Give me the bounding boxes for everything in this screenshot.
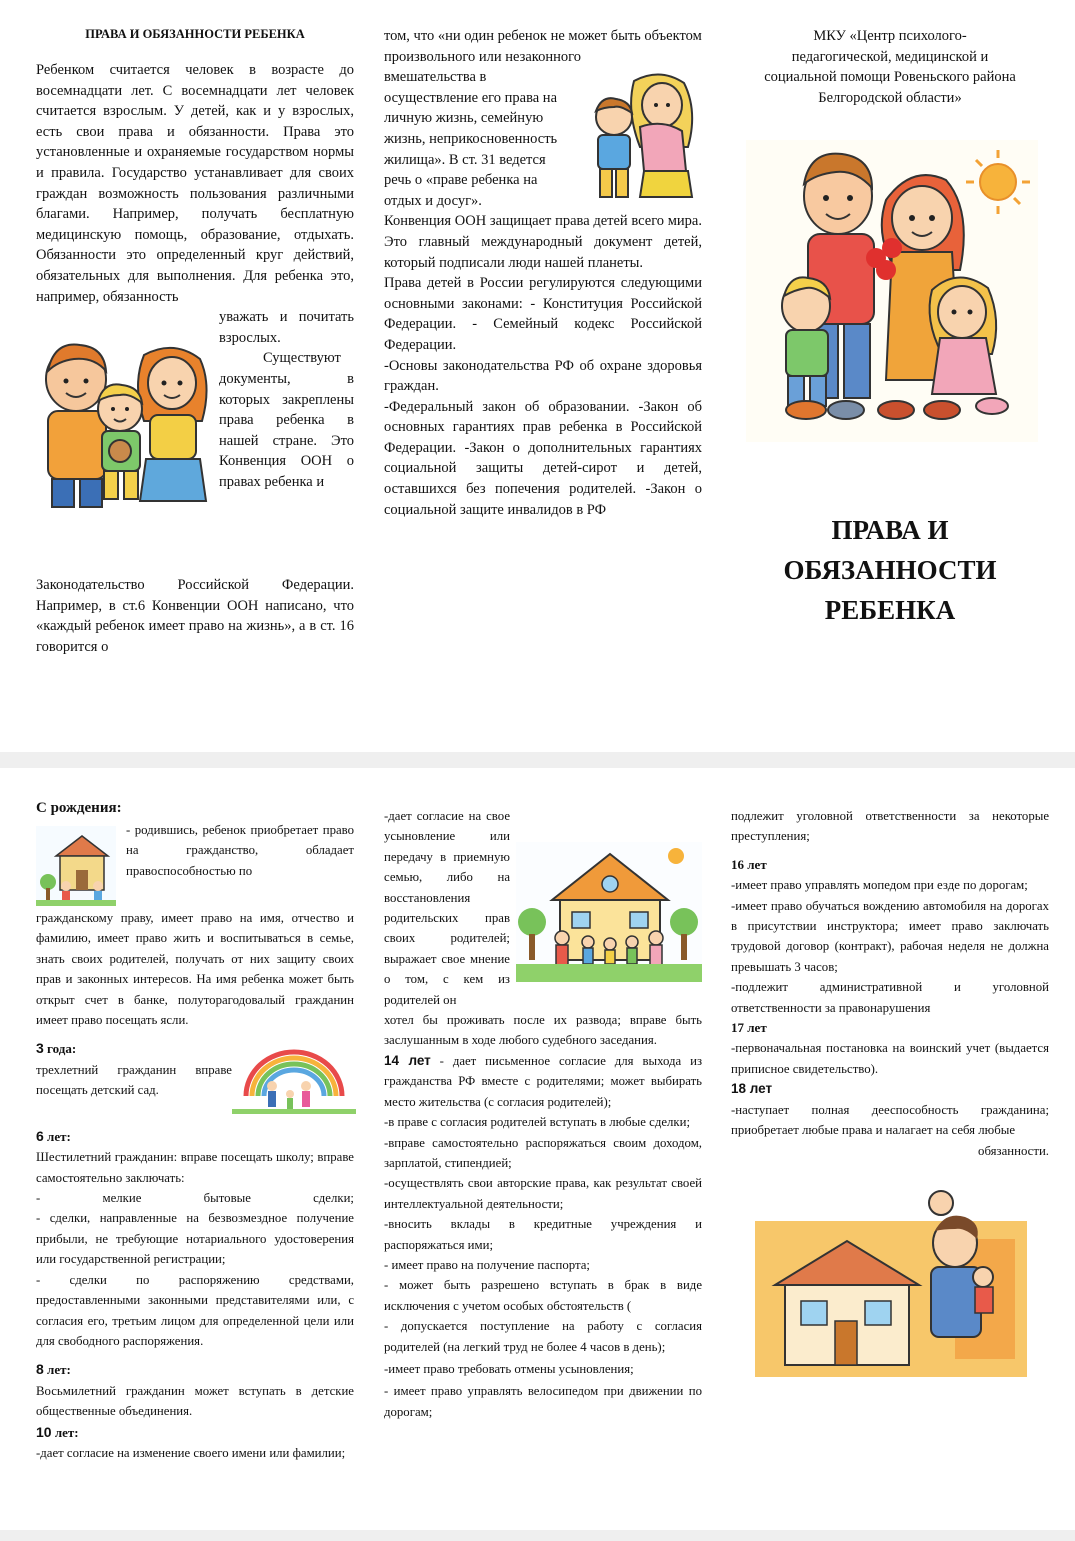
paragraph-privacy: вмешательства в осуществление его права на личную жизнь, семейную жизнь, неприкосновенность жилища». В ст. 31 ведется речь о «праве ребенка на отдых и досуг». bbox=[384, 69, 558, 209]
text-from-birth-a: - родившись, ребенок приобретает право на гражданство, обладает правоспособностью по bbox=[126, 823, 354, 878]
paragraph-health-law: -Основы законодательства РФ об охране здоровья граждан. bbox=[384, 357, 702, 395]
text-age-18: -наступает полная дееспособность гражданина; приобретает любые права и налагает на себя любые bbox=[731, 1102, 1049, 1138]
text-age-14-passport: - имеет право на получение паспорта; bbox=[384, 1257, 590, 1272]
paragraph-article6: Например, в ст.6 Конвенции ООН написано, что «каждый ребенок имеет право на жизнь», а в ст. 16 говорится о bbox=[36, 597, 354, 655]
text-age-16-liability: -подлежит административной и уголовной ответственности за правонарушения bbox=[731, 980, 1049, 1015]
text-age-18-end: обязанности. bbox=[978, 1143, 1049, 1158]
family-illustration bbox=[34, 335, 214, 511]
paragraph-privacy-intro: том, что «ни один ребенок не может быть объектом произвольного или незаконного bbox=[384, 28, 702, 65]
text-age-14-adoption: -имеет право требовать отмены усыновления; bbox=[384, 1361, 634, 1376]
text-age-6-b: - мелкие бытовые сделки; bbox=[36, 1191, 354, 1206]
page-2 bbox=[0, 768, 1075, 1530]
text-age-14-marriage: - может быть разрешено вступать в брак в виде исключения с учетом особых обстоятельств ( bbox=[384, 1278, 702, 1313]
rainbow-family-icon bbox=[232, 1046, 356, 1116]
heading-age-6: 6 лет: bbox=[36, 1127, 71, 1144]
page2-column-3 bbox=[731, 806, 1049, 1377]
text-from-birth-b: гражданскому праву, имеет право на имя, отчество и фамилию, имеет право жить и воспитываться в семье, знать своих родителей, получать от них защиту своих прав и законных интересов. На имя ребенка может быть открыт счет в банке, полуторагодовалый гражданин имеет право посещать ясли. bbox=[36, 911, 354, 1028]
family-house-illustration bbox=[755, 1181, 1027, 1377]
text-age-17: -первоначальная постановка на воинский учет (выдается приписное свидетельство). bbox=[731, 1041, 1049, 1076]
cover-title-line-2: ОБЯЗАННОСТИ bbox=[783, 555, 997, 585]
heading-age-8: 8 лет: bbox=[36, 1361, 71, 1378]
text-age-6-c: - сделки, направленные на безвозмездное получение прибыли, не требующие нотариального удостоверения или государственной регистрации; bbox=[36, 1211, 354, 1267]
page1-column-1 bbox=[36, 26, 354, 658]
paragraph-duty: уважать и почитать взрослых. bbox=[219, 309, 354, 346]
text-age-10: -дает согласие на изменение своего имени или фамилии; bbox=[36, 1445, 346, 1460]
paragraph-federal-laws: -Федеральный закон об образовании. -Закон об основных гарантиях прав ребенка в Российской Федерации. -Закон о дополнительных гарантиях социальной защиты детей-сирот и детей, оставшихся без попечения родителей. -Закон о социальной защите инвалидов в РФ bbox=[384, 398, 702, 518]
text-age-14-bicycle: - имеет право управлять велосипедом при движении по дорогам; bbox=[384, 1384, 702, 1419]
text-age-14-copyright: -осуществлять свои авторские права, как результат своей интеллектуальной деятельности; bbox=[384, 1176, 702, 1211]
cover-family-illustration bbox=[746, 140, 1038, 442]
text-age-10-consent: -дает согласие на свое усыновление или передачу в приемную семью, либо на восстановления родительских прав своих родителей; выражает свое мнение о том, с кем из родителей он bbox=[384, 809, 510, 1007]
text-age-8: Восьмилетний гражданин может вступать в детские общественные объединения. bbox=[36, 1383, 354, 1419]
heading-age-16: 16 лет bbox=[731, 856, 767, 872]
heading-age-17: 17 лет bbox=[731, 1020, 767, 1036]
text-age-14-work: - допускается поступление на работу с согласия родителей (на легкий труд не более 4 часов в день); bbox=[384, 1319, 702, 1354]
text-age-14: 14 лет - дает письменное согласие для выхода из гражданства РФ вместе с родителями; может выбирать место жительства (с согласия родителей); bbox=[384, 1052, 703, 1109]
cover-title-line-3: РЕБЕНКА bbox=[824, 595, 956, 625]
page2-column-2 bbox=[384, 806, 702, 1422]
page2-column-1 bbox=[36, 798, 354, 1463]
heading-age-10: 10 лет: bbox=[36, 1423, 79, 1440]
page-1 bbox=[0, 0, 1075, 752]
heading-age-14: 14 лет bbox=[384, 1052, 431, 1068]
paragraph-un-convention: Конвенция ООН защищает права детей всего мира. Это главный международный документ детей, который подписали люди нашей планеты. bbox=[384, 213, 702, 271]
house-children-illustration bbox=[516, 842, 702, 982]
text-age-14-income: -вправе самостоятельно распоряжаться своим доходом, зарплатой, стипендией; bbox=[384, 1135, 702, 1170]
text-age-16-moped: -имеет право управлять мопедом при езде по дорогам; bbox=[731, 878, 1028, 893]
text-criminal-liability: подлежит уголовной ответственности за некоторые преступления; bbox=[731, 809, 1049, 844]
text-age-16-driving: -имеет право обучаться вождению автомобиля на дорогах в присутствии инструктора; имеет право заключать трудовой договор (контракт), рабочая неделя не должна превышать 3 часов; bbox=[731, 898, 1049, 974]
text-age-3: трехлетний гражданин вправе посещать детский сад. bbox=[36, 1062, 232, 1098]
heading-age-3: 3 года: bbox=[36, 1040, 77, 1057]
section-title: ПРАВА И ОБЯЗАННОСТИ РЕБЕНКА bbox=[85, 27, 305, 41]
heading-from-birth: С рождения: bbox=[36, 800, 122, 816]
organization-name: МКУ «Центр психолого-педагогической, медицинской и социальной помощи Ровеньского района Белгородской области» bbox=[764, 28, 1016, 106]
cover-title-line-1: ПРАВА И bbox=[831, 515, 949, 545]
heading-age-18: 18 лет bbox=[731, 1081, 773, 1097]
text-age-6-d: - сделки по распоряжению средствами, предоставленными законными представителями или, с согласия его, третьим лицом для определенной цели или для свободного распоряжения. bbox=[36, 1272, 354, 1348]
page1-column-3 bbox=[740, 26, 1040, 625]
paragraph-definition: Ребенком считается человек в возрасте до восемнадцати лет. С восемнадцати лет человек считается взрослым. У детей, как и у взрослых, есть свои права и обязанности. Права это установленные и охраняемые государством нормы и правила. Государство устанавливает для своих граждан возможность пользования различными благами. Например, получать бесплатную медицинскую помощь, образование, отдыхать. Обязанности это определенный круг действий, обязательных для выполнения. Для ребенка это, например, обязанность bbox=[36, 62, 354, 305]
paragraph-legislation: Законодательство Российской Федерации. bbox=[36, 577, 354, 594]
text-age-6-a: Шестилетний гражданин: вправе посещать школу; вправе самостоятельно заключать: bbox=[36, 1150, 354, 1185]
paragraph-documents: Существуют документы, в которых закреплены права ребенка в нашей стране. Это Конвенция ООН о правах ребенка и bbox=[219, 350, 354, 490]
text-age-10-divorce: хотел бы проживать после их развода; вправе быть заслушанным в ходе любого судебного заседания. bbox=[384, 1013, 702, 1048]
page1-column-2 bbox=[384, 26, 702, 520]
paragraph-russia-laws: Права детей в России регулируются следующими основными законами: - Конституция Российской Федерации. - Семейный кодекс Российской Федерации. bbox=[384, 275, 702, 353]
cover-title bbox=[740, 510, 1040, 630]
text-age-14-deals: -в праве с согласия родителей вступать в любые сделки; bbox=[384, 1115, 691, 1130]
mother-child-illustration bbox=[570, 67, 702, 203]
house-family-icon bbox=[36, 826, 120, 908]
text-age-14-deposits: -вносить вклады в кредитные учреждения и распоряжаться ими; bbox=[384, 1217, 702, 1252]
